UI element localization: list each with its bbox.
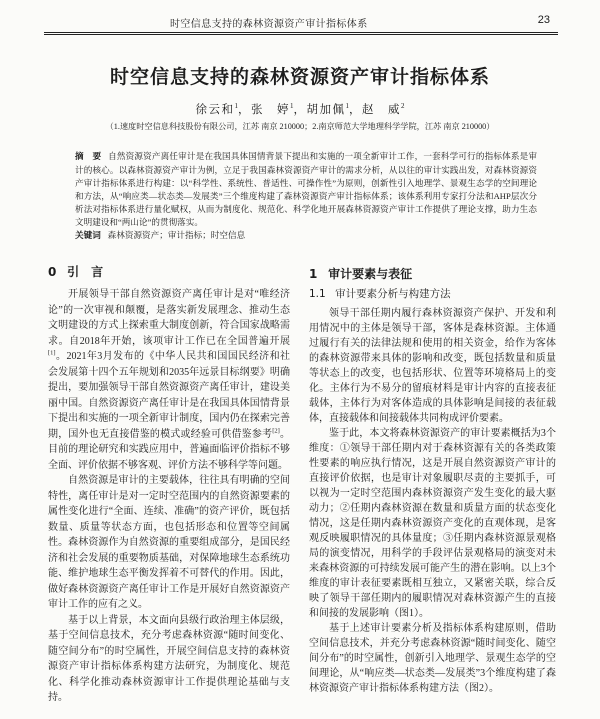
section-paragraph: 鉴于此，本文将森林资源资产的审计要素概括为3个维度：①领导干部任期内对于森林资源有关的各类政策性要素的响应执行情况，这是开展自然资源资产审计的直接评价依据，也是审计对象履职尽责的主要抓手，可以视为一定时空范围内森林资源资产发生变化的最大驱动力；②任期内森林资源在数量和质量方面的状态变化情况，这是任期内森林资源资产变化的直观体现，是客观反映履职情况的具体量度；③任期内森林资源景观格局的演变情况，用科学的手段评估景观格局的演变对未来森林资源的可持续发展可能产生的潜在影响。以上3个维度的审计表征要素既相互独立，又紧密关联，综合反映了领导干部任期内的履职情况对森林资源产生的直接和间接的发展影响（图1）。: [309, 428, 556, 619]
intro-paragraph: [48, 287, 290, 473]
author-list: [0, 101, 600, 117]
author-name: 徐云和: [195, 104, 235, 116]
subsection-title: 审计要素分析与构建方法: [335, 288, 451, 300]
author-affiliation-mark: 2: [401, 102, 405, 111]
author-name: 胡加佩: [306, 104, 346, 116]
running-header: [44, 8, 558, 35]
section-number: 0: [48, 265, 57, 279]
intro-paragraph: 自然资源是审计的主要载体，往往具有明确的空间特性，离任审计是对一定时空范围内的自然资源要素的属性变化进行“全面、连续、准确”的资产评价，既包括数量、质量等状态方面，也包括形态和位置等空间属性。森林资源作为自然资源的重要组成部分，是国民经济和社会发展的重要物质基础，对保障地球生态系统功能、维护地球生态平衡发挥着不可替代的作用。因此，做好森林资源资产离任审计工作是开展好自然资源资产审计工作的应有之义。: [48, 475, 290, 610]
paper-title: 时空信息支持的森林资源资产审计指标体系: [109, 66, 490, 88]
section-heading-introduction: [48, 264, 290, 280]
subsection-heading: [309, 287, 556, 301]
section-title: 审计要素与表征: [328, 267, 413, 281]
section-paragraph: 领导干部任期内履行森林资源资产保护、开发和利用情况中的主体是领导干部，客体是森林资源。主体通过履行有关的法律法规和使用的相关资金，给作为客体的森林资源带来具体的影响和改变，既包括数量和质量等状态上的改变，也包括形状、位置等环境格局上的变化。主体行为不易分的留痕材料是审计内容的直接表征载体，主体行为对客体造成的具体影响是间接的表征载体，直接载体和间接载体共同构成评价要素。: [309, 308, 556, 424]
paragraph-text: 。2021年3月发布的《中华人民共和国国民经济和社会发展第十四个五年规划和2035年远景目标纲要》明确提出，要加强领导干部自然资源资产离任审计，建设美丽中国。自然资源资产离任审计是在我国具体国情背景下提出和实施的一项全新审计制度，国内仍在探索完善期，国外也无直接借鉴的模式或经验可供借鉴参考: [48, 351, 290, 440]
abstract-label: 摘 要: [75, 152, 102, 162]
intro-paragraph: 基于以上背景，本文面向县级行政治理主体层级，基于空间信息技术，充分考虑森林资源“随时间变化、随空间分布”的时空属性，开展空间信息支持的森林资源资产审计指标体系构建方法研究，为制度化、规范化、科学化推动森林资源审计工作提供理论基础与支持。: [48, 614, 290, 703]
left-column: [48, 264, 290, 716]
section-paragraph: 基于上述审计要素分析及指标体系构建原则，借助空间信息技术，并充分考虑森林资源“随时间变化、随空间分布”的时空属性，创新引入地理学、景观生态学的空间理论，从“响应类—状态类—发展类”3个维度构建了森林资源资产审计指标体系构建方法（图2）。: [309, 623, 556, 694]
keywords-text: 森林资源资产；审计指标；时空信息: [107, 230, 246, 240]
citation: [1]: [48, 349, 56, 357]
section-number: 1: [309, 267, 318, 281]
keywords: [75, 229, 537, 243]
author-separator: ，: [349, 104, 362, 116]
section-heading-audit-elements: [309, 266, 556, 282]
abstract-text: 自然资源资产离任审计是在我国具体国情背景下提出和实施的一项全新审计工作，一套科学可行的指标体系是审计的核心。以森林资源资产审计为例，立足于我国森林资源资产审计的需求分析，从以往的审计实践出发，对森林资源资产审计指标体系进行构建：以“科学性、系统性、普适性、可操作性”为原则，创新性引入地理学、景观生态学的空间理论和方法，从“响应类—状态类—发展类”三个维度构建了森林资源资产审计指标体系；该体系利用专家打分法和AHP层次分析法对指标体系进行量化赋权，从而为制度化、规范化、科学化地开展森林资源资产审计工作提供了理论支撑，助力生态文明建设和“两山论”的贯彻落实。: [75, 151, 537, 227]
subsection-number: 1.1: [309, 288, 326, 300]
citation: [2]: [272, 427, 280, 435]
paragraph-text: 开展领导干部自然资源资产离任审计是对“唯经济论”的一次审视和颠覆，是落实新发展理念、推动生态文明建设的方式上探索重大制度创新，符合国家战略需求。自2018年开始，该项审计工作已在全国普遍开展: [48, 289, 290, 347]
author-affiliation-mark: 1: [234, 102, 238, 111]
author-name: 赵 威: [362, 104, 401, 116]
author-affiliation-mark: 1: [345, 102, 349, 111]
affiliations: （1.速度时空信息科技股份有限公司，江苏 南京 210000；2.南京师范大学地理科学学院，江苏 南京 210000）: [105, 122, 495, 131]
author-affiliation-mark: 1: [290, 102, 294, 111]
right-column: [309, 266, 556, 716]
page-number: 23: [537, 14, 550, 26]
abstract-block: [75, 150, 537, 243]
keywords-label: 关键词: [75, 231, 101, 241]
author-separator: ，: [238, 104, 251, 116]
abstract: [75, 150, 537, 229]
paragraph-text: 。目前的理论研究和实践应用中，普遍面临评价指标不够全面、评价依据不够客观、评价方法不够科学等问题。: [48, 428, 290, 471]
author-separator: ，: [293, 104, 307, 116]
section-title: 引 言: [67, 265, 104, 279]
author-name: 张 婷: [251, 104, 290, 116]
running-title: 时空信息支持的森林资源资产审计指标体系: [170, 19, 368, 30]
